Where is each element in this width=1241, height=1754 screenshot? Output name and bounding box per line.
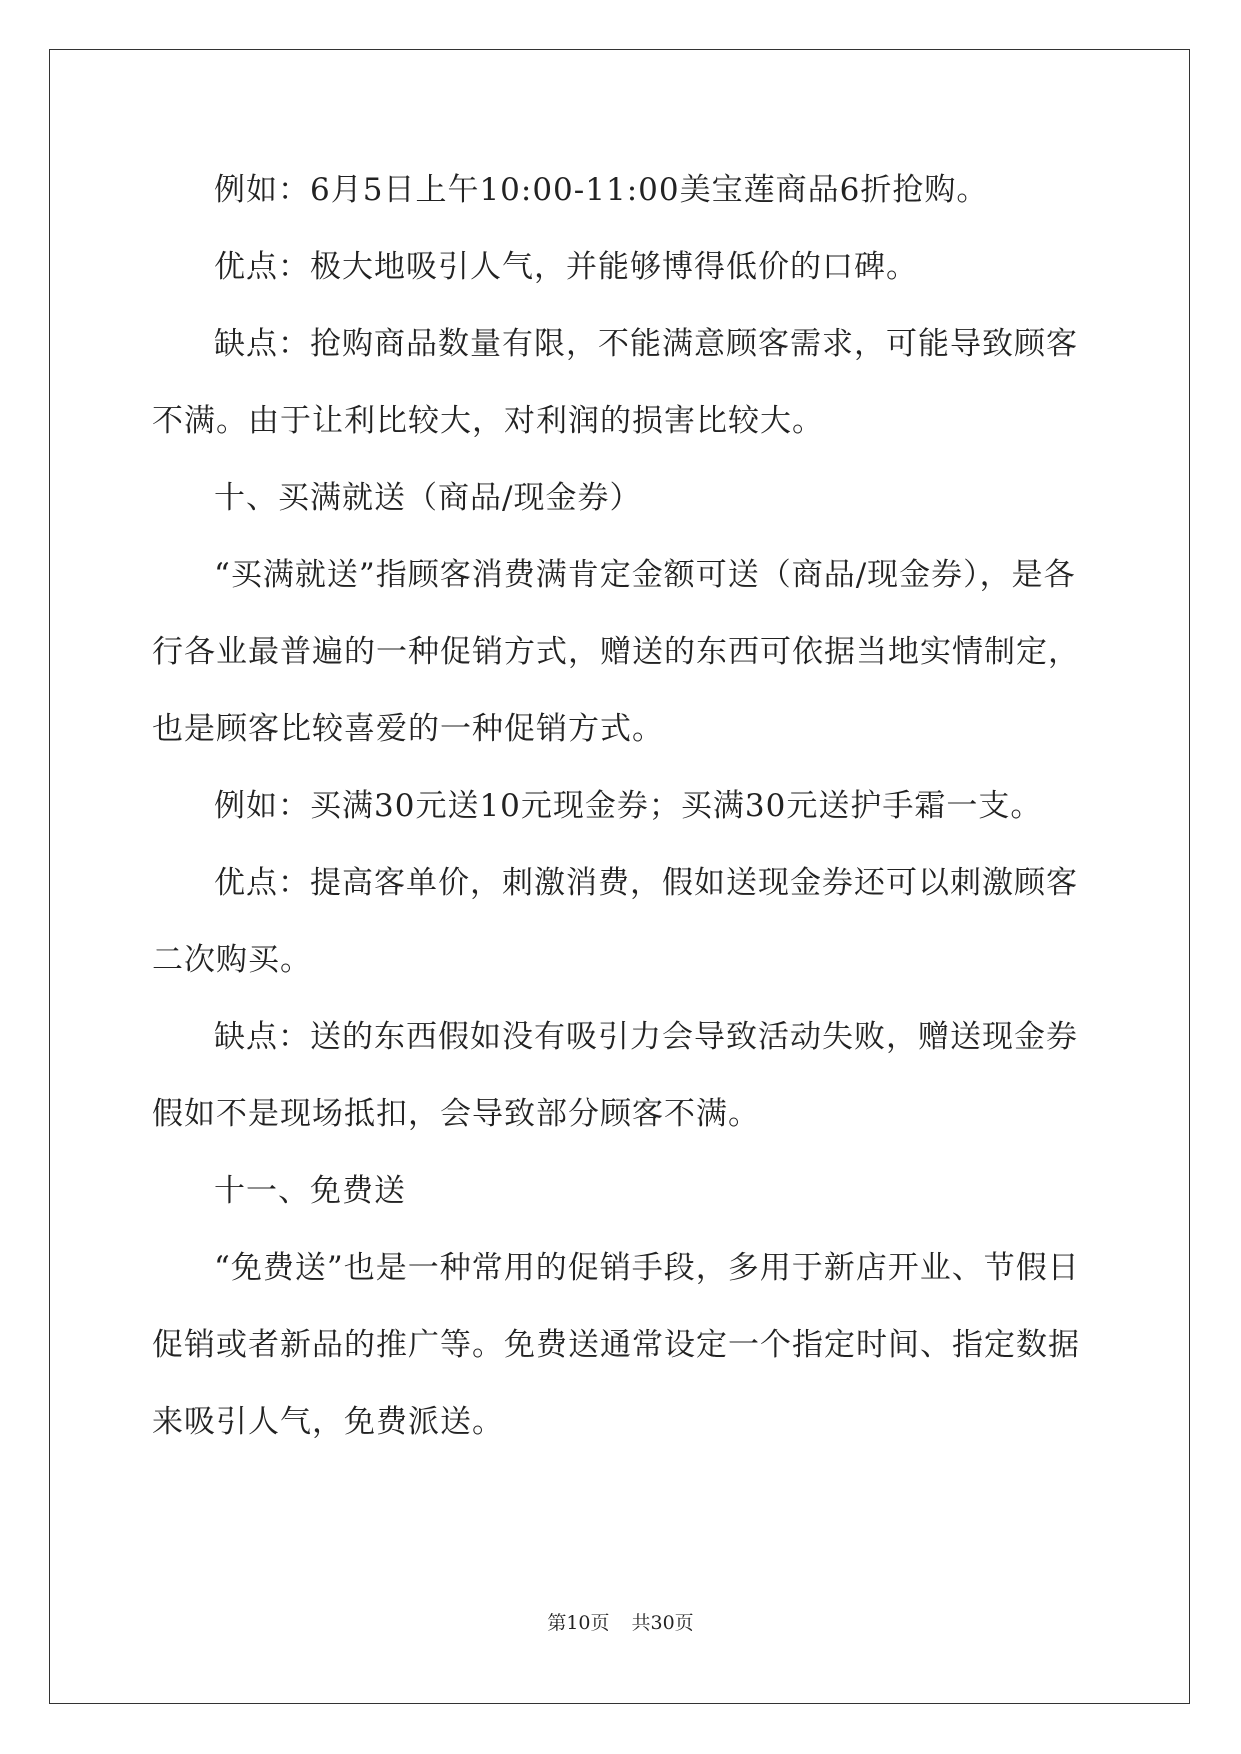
section-heading-10: 十、买满就送（商品/现金券） bbox=[214, 480, 642, 516]
paragraph-8: 缺点：送的东西假如没有吸引力会导致活动失败，赠送现金券假如不是现场抵扣，会导致部分顾客不满。 bbox=[152, 1019, 1078, 1132]
paragraph-2: 优点：极大地吸引人气，并能够博得低价的口碑。 bbox=[214, 249, 918, 285]
paragraph-10: “免费送”也是一种常用的促销手段，多用于新店开业、节假日促销或者新品的推广等。免费送通常设定一个指定时间、指定数据来吸引人气，免费派送。 bbox=[152, 1250, 1080, 1440]
paragraph-1: 例如：6月5日上午10:00-11:00美宝莲商品6折抢购。 bbox=[214, 172, 989, 208]
paragraph-3: 缺点：抢购商品数量有限，不能满意顾客需求，可能导致顾客不满。由于让利比较大，对利润的损害比较大。 bbox=[152, 326, 1078, 439]
paragraph-7: 优点：提高客单价，刺激消费，假如送现金券还可以刺激顾客二次购买。 bbox=[152, 865, 1078, 978]
paragraph-6: 例如：买满30元送10元现金券；买满30元送护手霜一支。 bbox=[214, 788, 1043, 824]
page-total: 共30页 bbox=[631, 1612, 694, 1634]
page-number: 第10页 bbox=[547, 1612, 610, 1634]
section-heading-11: 十一、免费送 bbox=[214, 1173, 406, 1209]
page-footer bbox=[0, 1608, 1241, 1635]
paragraph-5: “买满就送”指顾客消费满肯定金额可送（商品/现金券），是各行各业最普遍的一种促销方式，赠送的东西可依据当地实情制定，也是顾客比较喜爱的一种促销方式。 bbox=[152, 557, 1080, 747]
